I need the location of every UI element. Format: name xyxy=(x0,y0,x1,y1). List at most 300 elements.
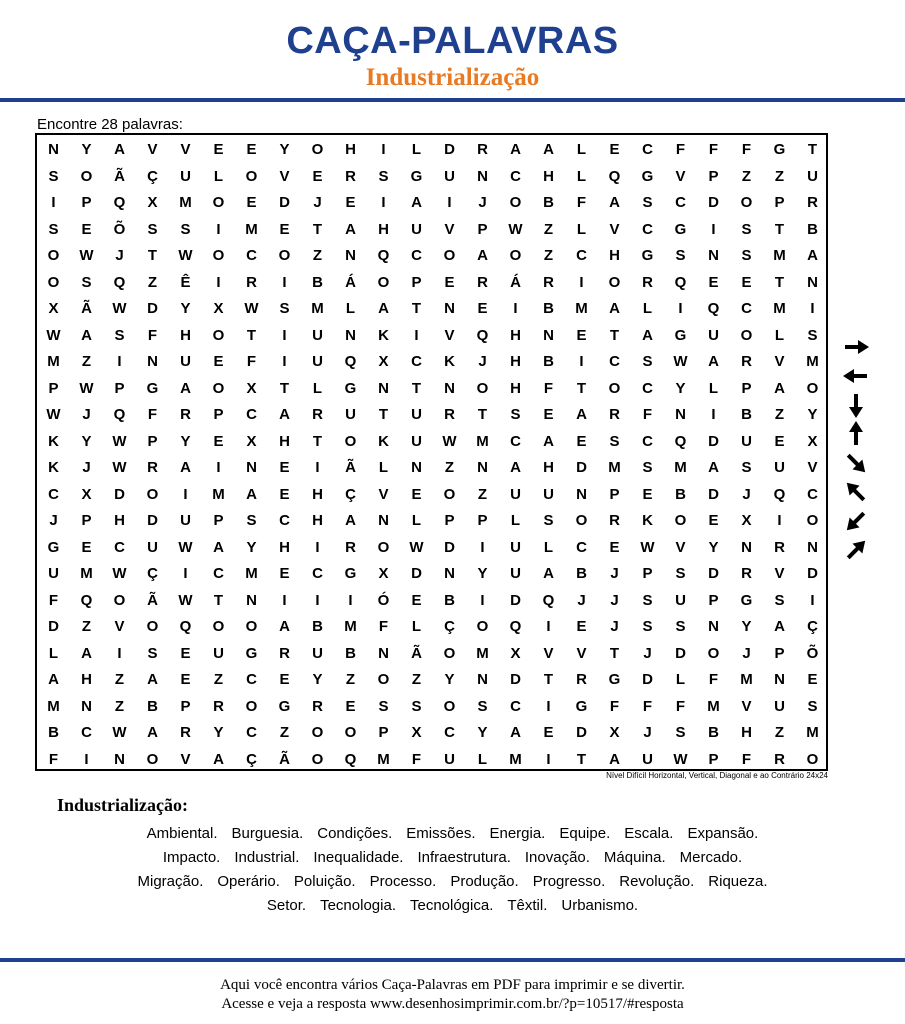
grid-cell: Q xyxy=(509,618,522,635)
grid-cell: R xyxy=(312,406,323,423)
grid-cell: S xyxy=(741,459,752,476)
grid-cell: O xyxy=(80,167,93,185)
grid-cell: G xyxy=(608,671,621,688)
grid-cell: G xyxy=(674,220,687,238)
grid-cell: Z xyxy=(543,247,554,264)
grid-cell: L xyxy=(48,644,59,662)
grid-cell: X xyxy=(147,194,158,211)
page-subtitle: Industrialização xyxy=(365,64,540,91)
grid-cell: P xyxy=(114,379,125,397)
grid-cell: E xyxy=(213,432,224,450)
grid-cell: H xyxy=(279,538,290,556)
grid-cell: M xyxy=(773,247,786,264)
grid-cell: I xyxy=(282,273,287,291)
grid-cell: I xyxy=(513,300,518,317)
grid-cell: R xyxy=(180,406,191,423)
grid-cell: F xyxy=(576,194,587,211)
grid-cell: Y xyxy=(180,300,191,317)
grid-cell: L xyxy=(576,167,587,185)
grid-cell: V xyxy=(180,750,191,768)
grid-cell: Y xyxy=(741,618,752,635)
grid-cell: U xyxy=(411,220,422,238)
grid-cell: Z xyxy=(741,167,752,185)
grid-cell: P xyxy=(213,406,224,423)
grid-cell: E xyxy=(543,406,554,423)
grid-cell: C xyxy=(312,565,323,582)
grid-cell: U xyxy=(543,485,554,503)
grid-cell: O xyxy=(377,273,390,291)
word-list-item: Impacto. xyxy=(162,849,221,866)
grid-cell: A xyxy=(543,141,554,158)
grid-cell: O xyxy=(575,512,588,529)
grid-cell: M xyxy=(47,697,60,715)
grid-cell: E xyxy=(81,220,92,238)
grid-cell: F xyxy=(642,406,653,423)
grid-cell: E xyxy=(576,326,587,344)
grid-cell: R xyxy=(741,565,752,582)
grid-cell: R xyxy=(312,697,323,715)
grid-cell: R xyxy=(180,724,191,741)
grid-cell: N xyxy=(477,167,488,185)
grid-cell: G xyxy=(344,379,357,397)
grid-cell: O xyxy=(443,485,456,503)
grid-cell: S xyxy=(642,194,653,211)
grid-cell: O xyxy=(443,644,456,662)
grid-cell: Z xyxy=(312,247,323,264)
grid-cell: I xyxy=(282,326,287,344)
word-list-line xyxy=(40,822,865,846)
grid-cell: U xyxy=(48,565,59,582)
grid-cell: S xyxy=(807,326,818,344)
grid-cell: N xyxy=(378,379,389,397)
grid-cell: I xyxy=(381,194,386,211)
grid-cell: D xyxy=(642,671,653,688)
grid-cell: I xyxy=(282,591,287,609)
grid-cell: K xyxy=(48,459,59,476)
grid-cell: E xyxy=(411,485,422,503)
grid-cell: M xyxy=(806,724,819,741)
grid-cell: O xyxy=(740,326,753,344)
grid-cell: T xyxy=(774,273,785,291)
grid-cell: L xyxy=(378,459,389,476)
grid-cell: L xyxy=(411,141,422,158)
word-list-item: Progresso. xyxy=(532,873,606,890)
grid-cell: T xyxy=(411,379,422,397)
grid-cell: T xyxy=(477,406,488,423)
grid-cell: T xyxy=(576,750,587,768)
grid-cell: O xyxy=(245,697,258,715)
grid-cell: T xyxy=(774,220,785,238)
grid-cell: A xyxy=(510,459,521,476)
grid-cell: J xyxy=(49,512,58,529)
grid-cell: R xyxy=(444,406,455,423)
grid-cell: D xyxy=(279,194,290,211)
word-list-item: Equipe. xyxy=(559,825,611,842)
grid-cell: Q xyxy=(674,273,687,291)
grid-cell: F xyxy=(675,141,686,158)
grid-cell: W xyxy=(178,591,193,609)
grid-cell: O xyxy=(146,618,159,635)
grid-cell: I xyxy=(480,538,485,556)
grid-cell: W xyxy=(79,247,94,264)
grid-cell: W xyxy=(673,750,688,768)
grid-cell: U xyxy=(510,485,521,503)
grid-cell: Q xyxy=(113,406,126,423)
grid-cell: J xyxy=(742,485,751,503)
grid-cell: O xyxy=(674,512,687,529)
grid-cell: P xyxy=(642,565,653,582)
grid-cell: J xyxy=(643,644,652,662)
grid-cell: C xyxy=(642,220,653,238)
grid-cell: B xyxy=(708,724,719,741)
grid-cell: G xyxy=(740,591,753,609)
grid-cell: D xyxy=(114,485,125,503)
grid-cell: R xyxy=(345,538,356,556)
grid-cell: J xyxy=(115,247,124,264)
grid-cell: O xyxy=(311,724,324,741)
grid-cell: M xyxy=(806,353,819,370)
grid-cell: E xyxy=(444,273,455,291)
grid-cell: E xyxy=(81,538,92,556)
grid-cell: Z xyxy=(147,273,158,291)
grid-cell: T xyxy=(312,220,323,238)
grid-cell: R xyxy=(609,512,620,529)
grid-cell: I xyxy=(315,591,320,609)
grid-cell: I xyxy=(777,512,782,529)
grid-cell: S xyxy=(642,618,653,635)
grid-cell: A xyxy=(180,459,191,476)
word-list-item: Burguesia. xyxy=(231,825,304,842)
grid-cell: O xyxy=(377,538,390,556)
grid-cell: L xyxy=(708,379,719,397)
grid-cell: L xyxy=(675,671,686,688)
grid-cell: H xyxy=(543,459,554,476)
grid-cell: L xyxy=(774,326,785,344)
grid-cell: U xyxy=(807,167,818,185)
grid-cell: S xyxy=(741,220,752,238)
grid-cell: Ç xyxy=(147,167,158,185)
grid-cell: C xyxy=(246,406,257,423)
grid-cell: L xyxy=(312,379,323,397)
grid-cell: F xyxy=(543,379,554,397)
grid-cell: N xyxy=(246,591,257,609)
grid-cell: M xyxy=(377,750,390,768)
grid-cell: B xyxy=(576,565,587,582)
grid-cell: O xyxy=(146,750,159,768)
grid-cell: S xyxy=(378,697,389,715)
grid-cell: O xyxy=(476,379,489,397)
grid-cell: A xyxy=(543,432,554,450)
grid-cell: T xyxy=(609,326,620,344)
grid-cell: C xyxy=(642,379,653,397)
grid-cell: A xyxy=(213,750,224,768)
grid-cell: A xyxy=(213,538,224,556)
grid-cell: C xyxy=(246,247,257,264)
grid-cell: O xyxy=(47,273,60,291)
grid-cell: C xyxy=(114,538,125,556)
grid-cell: W xyxy=(673,353,688,370)
grid-cell: U xyxy=(741,432,752,450)
grid-cell: D xyxy=(576,724,587,741)
word-list-item: Processo. xyxy=(369,873,437,890)
grid-cell: M xyxy=(80,565,93,582)
grid-cell: C xyxy=(741,300,752,317)
grid-cell: B xyxy=(312,618,323,635)
grid-cell: Z xyxy=(279,724,290,741)
word-list-item: Inovação. xyxy=(524,849,590,866)
grid-cell: E xyxy=(279,459,290,476)
grid-cell: W xyxy=(178,247,193,264)
word-list-item: Inequalidade. xyxy=(313,849,404,866)
grid-cell: R xyxy=(147,459,158,476)
arrow-up-right-icon xyxy=(843,536,870,563)
grid-cell: P xyxy=(48,379,59,397)
grid-cell: U xyxy=(444,167,455,185)
grid-cell: Y xyxy=(246,538,257,556)
grid-cell: P xyxy=(411,273,422,291)
grid-cell: H xyxy=(312,485,323,503)
grid-cell: Ç xyxy=(345,485,356,503)
grid-cell: E xyxy=(807,671,818,688)
grid-cell: D xyxy=(48,618,59,635)
grid-cell: K xyxy=(642,512,653,529)
grid-cell: U xyxy=(180,167,191,185)
grid-cell: M xyxy=(674,459,687,476)
grid-cell: N xyxy=(246,459,257,476)
grid-cell: A xyxy=(411,194,422,211)
grid-cell: O xyxy=(608,273,621,291)
grid-cell: S xyxy=(774,591,785,609)
grid-cell: P xyxy=(81,194,92,211)
footer-line-2: Acesse e veja a resposta www.desenhosimprimir.com.br/?p=10517/#resposta xyxy=(221,996,684,1012)
grid-cell: E xyxy=(345,697,356,715)
grid-cell: O xyxy=(113,591,126,609)
grid-cell: P xyxy=(378,724,389,741)
grid-cell: B xyxy=(48,724,59,741)
grid-cell: T xyxy=(576,379,587,397)
arrow-down-right-icon xyxy=(843,450,870,477)
grid-cell: Q xyxy=(377,247,390,264)
grid-cell: Y xyxy=(279,141,290,158)
grid-cell: N xyxy=(708,247,719,264)
grid-cell: J xyxy=(610,565,619,582)
grid-cell: Á xyxy=(510,273,521,291)
word-list-item: Energia. xyxy=(489,825,546,842)
grid-cell: V xyxy=(741,697,752,715)
grid-cell: P xyxy=(741,379,752,397)
grid-cell: X xyxy=(510,644,521,662)
grid-cell: V xyxy=(675,538,686,556)
grid-cell: V xyxy=(444,326,455,344)
grid-cell: Z xyxy=(114,671,125,688)
grid-cell: K xyxy=(378,432,389,450)
grid-cell: A xyxy=(576,406,587,423)
grid-cell: I xyxy=(117,644,122,662)
grid-cell: Y xyxy=(477,724,488,741)
grid-cell: S xyxy=(510,406,521,423)
grid-cell: W xyxy=(112,459,127,476)
arrow-down-icon xyxy=(849,394,863,418)
grid-cell: O xyxy=(47,247,60,264)
grid-cell: C xyxy=(510,167,521,185)
grid-cell: A xyxy=(180,379,191,397)
grid-cell: K xyxy=(444,353,455,370)
grid-cell: W xyxy=(79,379,94,397)
grid-cell: Q xyxy=(476,326,489,344)
grid-cell: C xyxy=(576,538,587,556)
grid-cell: S xyxy=(180,220,191,238)
grid-cell: Ç xyxy=(246,750,257,768)
grid-cell: F xyxy=(411,750,422,768)
grid-cell: Z xyxy=(81,618,92,635)
grid-cell: Y xyxy=(477,565,488,582)
grid-cell: V xyxy=(675,167,686,185)
grid-cell: S xyxy=(675,565,686,582)
grid-cell: G xyxy=(773,141,786,158)
word-list-item: Mercado. xyxy=(679,849,743,866)
grid-cell: X xyxy=(246,432,257,450)
grid-cell: H xyxy=(312,512,323,529)
grid-cell: U xyxy=(675,591,686,609)
grid-cell: M xyxy=(245,565,258,582)
grid-cell: G xyxy=(344,565,357,582)
grid-cell: I xyxy=(546,618,551,635)
grid-cell: W xyxy=(244,300,259,317)
grid-cell: A xyxy=(642,326,653,344)
grid-cell: S xyxy=(675,247,686,264)
letter-grid xyxy=(35,133,828,771)
grid-cell: B xyxy=(741,406,752,423)
grid-cell: X xyxy=(609,724,620,741)
grid-cell: C xyxy=(444,724,455,741)
grid-cell: H xyxy=(510,353,521,370)
grid-cell: I xyxy=(546,697,551,715)
grid-cell: N xyxy=(411,459,422,476)
grid-cell: Z xyxy=(774,406,785,423)
grid-cell: Ã xyxy=(147,591,158,609)
grid-cell: G xyxy=(47,538,60,556)
grid-cell: L xyxy=(411,618,422,635)
grid-cell: A xyxy=(807,247,818,264)
grid-cell: O xyxy=(278,247,291,264)
grid-cell: U xyxy=(213,644,224,662)
grid-cell: N xyxy=(444,300,455,317)
grid-cell: M xyxy=(344,618,357,635)
grid-cell: M xyxy=(608,459,621,476)
grid-cell: O xyxy=(377,671,390,688)
grid-cell: W xyxy=(640,538,655,556)
grid-cell: M xyxy=(509,750,522,768)
grid-cell: X xyxy=(378,565,389,582)
word-list-item: Infraestrutura. xyxy=(417,849,511,866)
grid-cell: U xyxy=(708,326,719,344)
grid-cell: L xyxy=(213,167,224,185)
grid-cell: I xyxy=(381,141,386,158)
grid-cell: H xyxy=(345,141,356,158)
grid-cell: E xyxy=(576,618,587,635)
grid-cell: F xyxy=(675,697,686,715)
word-list-item: Expansão. xyxy=(687,825,759,842)
grid-cell: Y xyxy=(180,432,191,450)
grid-cell: N xyxy=(477,671,488,688)
grid-cell: Z xyxy=(213,671,224,688)
grid-cell: L xyxy=(477,750,488,768)
grid-cell: V xyxy=(114,618,125,635)
grid-cell: M xyxy=(575,300,588,317)
grid-cell: C xyxy=(807,485,818,503)
grid-cell: W xyxy=(112,432,127,450)
grid-cell: L xyxy=(576,220,587,238)
grid-cell: F xyxy=(708,141,719,158)
grid-cell: B xyxy=(675,485,686,503)
grid-cell: I xyxy=(546,750,551,768)
grid-cell: T xyxy=(378,406,389,423)
grid-cell: J xyxy=(313,194,322,211)
grid-cell: P xyxy=(180,697,191,715)
grid-cell: F xyxy=(708,671,719,688)
grid-cell: N xyxy=(576,485,587,503)
grid-cell: T xyxy=(279,379,290,397)
grid-cell: Q xyxy=(113,273,126,291)
grid-cell: Y xyxy=(807,406,818,423)
grid-cell: V xyxy=(807,459,818,476)
grid-cell: N xyxy=(807,538,818,556)
grid-cell: E xyxy=(213,353,224,370)
grid-cell: E xyxy=(708,273,719,291)
grid-cell: S xyxy=(147,644,158,662)
grid-cell: U xyxy=(510,538,521,556)
word-list-item: Tecnológica. xyxy=(409,897,494,914)
grid-cell: G xyxy=(641,247,654,264)
grid-cell: U xyxy=(411,432,422,450)
grid-cell: U xyxy=(312,644,323,662)
grid-cell: E xyxy=(246,141,257,158)
grid-cell: A xyxy=(81,326,92,344)
grid-cell: A xyxy=(543,565,554,582)
grid-cell: E xyxy=(345,194,356,211)
grid-cell: A xyxy=(774,379,785,397)
grid-cell: V xyxy=(378,485,389,503)
grid-cell: L xyxy=(345,300,356,317)
grid-cell: A xyxy=(708,459,719,476)
grid-cell: T xyxy=(543,671,554,688)
grid-cell: H xyxy=(279,432,290,450)
grid-cell: G xyxy=(410,167,423,185)
grid-cell: N xyxy=(48,141,59,158)
grid-cell: Ã xyxy=(279,750,290,768)
grid-cell: N xyxy=(477,459,488,476)
grid-cell: A xyxy=(609,194,620,211)
grid-cell: E xyxy=(708,512,719,529)
grid-cell: Z xyxy=(81,353,92,370)
grid-cell: R xyxy=(609,406,620,423)
grid-cell: D xyxy=(510,591,521,609)
grid-cell: D xyxy=(708,432,719,450)
grid-cell: F xyxy=(609,697,620,715)
grid-cell: E xyxy=(609,141,620,158)
grid-cell: K xyxy=(378,326,389,344)
grid-cell: A xyxy=(345,512,356,529)
grid-cell: O xyxy=(245,167,258,185)
grid-cell: E xyxy=(312,167,323,185)
grid-cell: I xyxy=(216,273,221,291)
grid-cell: I xyxy=(183,485,188,503)
grid-cell: U xyxy=(411,406,422,423)
grid-cell: E xyxy=(477,300,488,317)
grid-cell: M xyxy=(476,644,489,662)
grid-cell: C xyxy=(510,697,521,715)
grid-cell: A xyxy=(246,485,257,503)
